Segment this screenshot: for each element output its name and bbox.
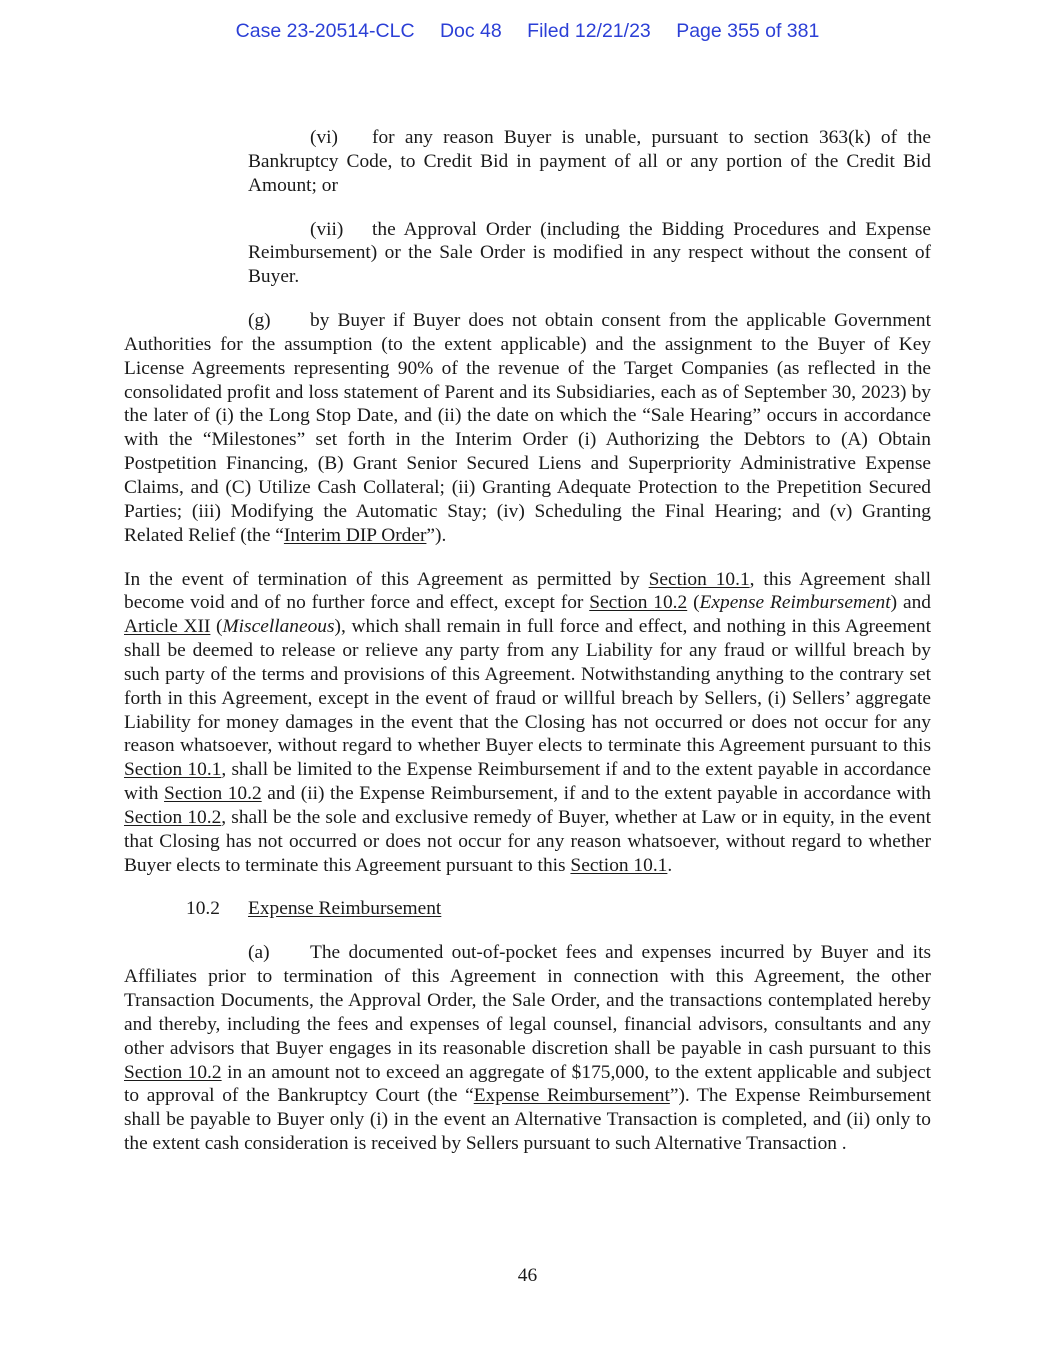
clause-g-label: (g) [248,310,271,332]
case-number: Case 23-20514-CLC [235,20,415,42]
clause-vi-text: for any reason Buyer is unable, pursuant to section 363(k) of the Bankruptcy Code, to Credit Bid in payment of all or any portion of the Credit Bid Amount; or [248,127,931,196]
clause-a: (a) The documented out-of-pocket fees and expenses incurred by Buyer and its Affiliates prior to termination of this Agreement in connection with this Agreement, the other Transaction Documents, the Approval Order, the Sale Order, and the transactions contemplated hereby and thereby, including the fees and expenses of legal counsel, financial advisors, consultants and any other advisors that Buyer engages in its reasonable discretion shall be payable in cash pursuant to this Section 10.2 in an amount not to exceed an aggregate of $175,000, to the extent applicable and subject to approval of the Bankruptcy Court (the “Expense Reimbursement”). The Expense Reimbursement shall be payable to Buyer only (i) in the event an Alternative Transaction is completed, and (ii) only to the extent cash consideration is received by Sellers pursuant to such Alternative Transaction . [124,942,932,1155]
document-body [124,126,931,1176]
clause-vii-text: the Approval Order (including the Bidding Procedures and Expense Reimbursement) or the Sale Order is modified in any respect without the consent of Buyer. [248,218,931,288]
italic-expense-reimbursement: Expense Reimbursement [699,592,891,614]
clause-g-text: by Buyer if Buyer does not obtain consent from the applicable Government Authorities for the assumption (to the extent applicable) and the assignment to the Buyer of Key License Agreements representing 90% of the revenue of the Target Companies (as reflected in the consolidated profit and loss statement of Parent and its Subsidiaries, each as of September 30, 2023) by the later of (i) the Long Stop Date, and (ii) the date on which the “Sale Hearing” occurs in accordance with the “Milestones” set forth in the Interim Order (i) Authorizing the Debtors to (A) Obtain Postpetition Financing, (B) Grant Senior Secured Liens and Superpriority Administrative Expense Claims, and (C) Utilize Cash Collateral; (ii) Granting Adequate Protection to the Prepetition Secured Parties; (iii) Modifying the Automatic Stay; (iv) Scheduling the Final Hearing; and (v) Granting Related Relief (the “ [124,310,931,546]
filed-date: Filed 12/21/23 [527,20,651,42]
page-count: Page 355 of 381 [676,20,820,42]
section-number: 10.2 [186,898,220,920]
cross-ref-section-10-2: Section 10.2 [589,592,688,614]
defined-term-expense-reimbursement: Expense Reimbursement [473,1085,670,1107]
section-title: Expense Reimbursement [248,898,442,920]
cross-ref-section-10-2: Section 10.2 [164,783,262,805]
clause-a-label: (a) [248,942,270,964]
clause-vi [248,126,931,198]
cross-ref-article-xii: Article XII [124,616,211,638]
page-number: 46 [517,1265,538,1286]
defined-term-interim-dip-order: Interim DIP Order [283,524,427,546]
clause-vii [248,218,931,290]
cross-ref-section-10-1: Section 10.1 [124,759,222,781]
section-heading-10-2 [124,897,931,921]
doc-number: Doc 48 [439,20,502,42]
clause-vii-label: (vii) [310,218,344,240]
clause-g: (g) by Buyer if Buyer does not obtain consent from the applicable Government Authorities for the assumption (to the extent applicable) and the assignment to the Buyer of Key License Agreements representing 90% of the revenue of the Target Companies (as reflected in the consolidated profit and loss statement of Parent and its Subsidiaries, each as of September 30, 2023) by the later of (i) the Long Stop Date, and (ii) the date on which the “Sale Hearing” occurs in accordance with the “Milestones” set forth in the Interim Order (i) Authorizing the Debtors to (A) Obtain Postpetition Financing, (B) Grant Senior Secured Liens and Superpriority Administrative Expense Claims, and (C) Utilize Cash Collateral; (ii) Granting Adequate Protection to the Prepetition Secured Parties; (iii) Modifying the Automatic Stay; (iv) Scheduling the Final Hearing; and (v) Granting Related Relief (the “Interim DIP Order”). [124,310,931,546]
court-filing-header [0,20,1055,43]
italic-miscellaneous: Miscellaneous [222,616,335,638]
termination-effect-paragraph: In the event of termination of this Agreement as permitted by Section 10.1, this Agreement shall become void and of no further force and effect, except for Section 10.2 (Expense Reimbursement) and Article XII (Miscellaneous), which shall remain in full force and effect, and nothing in this Agreement shall be deemed to release or relieve any party from any Liability for any fraud or willful breach by such party of the terms and provisions of this Agreement. Notwithstanding anything to the contrary set forth in this Agreement, except in the event of fraud or willful breach by Sellers, (i) Sellers’ aggregate Liability for money damages in the event that the Closing has not occurred or does not occur for any reason whatsoever, without regard to whether Buyer elects to terminate this Agreement pursuant to this Section 10.1, shall be limited to the Expense Reimbursement if and to the extent payable in accordance with Section 10.2 and (ii) the Expense Reimbursement, if and to the extent payable in accordance with Section 10.2, shall be the sole and exclusive remedy of Buyer, whether at Law or in equity, in the event that Closing has not occurred or does not occur for any reason whatsoever, without regard to whether Buyer elects to terminate this Agreement pursuant to this Section 10.1. [124,568,931,876]
cross-ref-section-10-2: Section 10.2 [124,806,222,828]
cross-ref-section-10-1: Section 10.1 [648,568,750,590]
clause-vi-label: (vi) [310,127,338,148]
cross-ref-section-10-2: Section 10.2 [124,1061,222,1083]
cross-ref-section-10-1: Section 10.1 [570,854,668,876]
